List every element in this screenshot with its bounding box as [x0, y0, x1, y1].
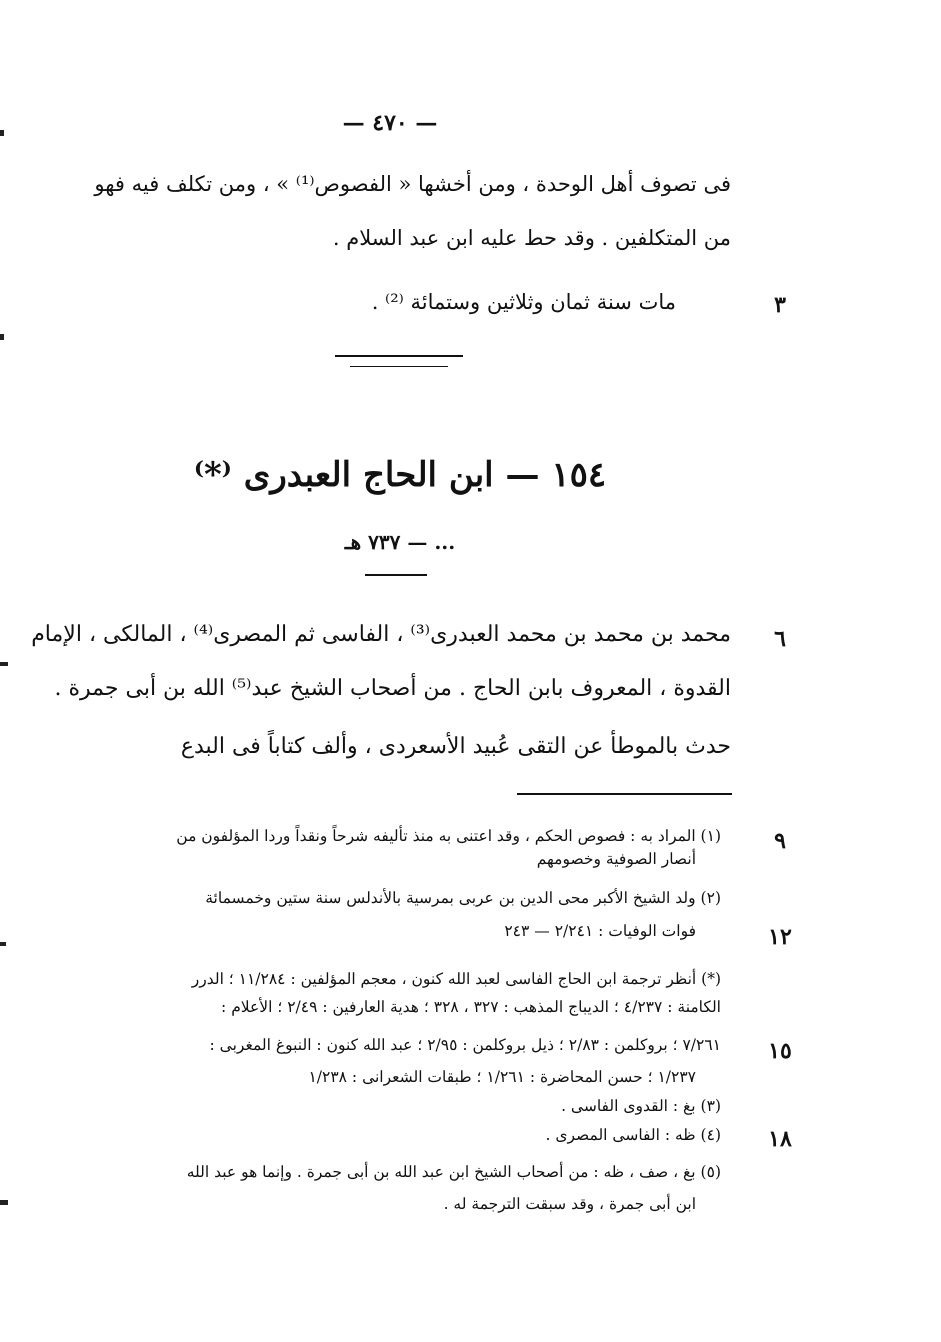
text-line-3: مات سنة ثمان وثلاثين وستمائة ⁽²⁾ .	[371, 290, 676, 314]
entry-dates: ... — ٧٣٧ هـ	[344, 530, 456, 554]
entry-line-2: القدوة ، المعروف بابن الحاج . من أصحاب الشيخ عبد⁽⁵⁾ الله بن أبى جمرة .	[54, 676, 731, 701]
entry-line-1: محمد بن محمد بن محمد العبدرى⁽³⁾ ، الفاسى ثم المصرى⁽⁴⁾ ، المالكى ، الإمام	[31, 622, 731, 647]
footnote-star-cont: الكامنة : ٤/٢٣٧ ؛ الديباج المذهب : ٣٢٧ ، ٣٢٨ ؛ هدية العارفين : ٢/٤٩ ؛ الأعلام :	[221, 998, 721, 1016]
scan-edge-mark	[0, 1200, 8, 1205]
scan-edge-mark	[0, 334, 4, 340]
footnote-3: (٣) بغ : القدوى الفاسى .	[561, 1097, 721, 1115]
line-number: ١٢	[768, 924, 792, 950]
line-number: ١٨	[768, 1126, 792, 1152]
line-number: ١٥	[768, 1038, 792, 1064]
footnote-star-cont: ١/٢٣٧ ؛ حسن المحاضرة : ١/٢٦١ ؛ طبقات الشعرانى : ١/٢٣٨	[308, 1068, 696, 1086]
scan-edge-mark	[0, 130, 4, 136]
footnote-2: (٢) ولد الشيخ الأكبر محى الدين بن عربى بمرسية بالأندلس سنة ستين وخمسمائة	[205, 889, 721, 907]
scan-edge-mark	[0, 662, 8, 666]
footnote-2-cont: فوات الوفيات : ٢/٢٤١ — ٢٤٣	[504, 922, 696, 940]
text-line-1: فى تصوف أهل الوحدة ، ومن أخشها « الفصوص⁽¹⁾ » ، ومن تكلف فيه فهو	[94, 172, 731, 196]
separator-rule	[350, 366, 448, 367]
separator-rule	[335, 355, 463, 357]
footnote-star: (*) أنظر ترجمة ابن الحاج الفاسى لعبد الله كنون ، معجم المؤلفين : ١١/٢٨٤ ؛ الدرر	[191, 970, 721, 988]
footnote-1: (١) المراد به : فصوص الحكم ، وقد اعتنى به منذ تأليفه شرحاً ونقداً وردا المؤلفون من	[176, 827, 721, 845]
footnote-5-cont: ابن أبى جمرة ، وقد سبقت الترجمة له .	[443, 1195, 696, 1213]
line-number: ٩	[774, 828, 786, 854]
entry-line-3: حدث بالموطأ عن التقى عُبيد الأسعردى ، وألف كتاباً فى البدع	[180, 734, 731, 759]
line-number: ٦	[774, 626, 786, 652]
entry-title: ١٥٤ — ابن الحاج العبدرى ⁽*⁾	[193, 455, 607, 495]
footnote-5: (٥) بغ ، صف ، ظه : من أصحاب الشيخ ابن عبد الله بن أبى جمرة . وإنما هو عبد الله	[186, 1163, 721, 1181]
line-number: ٣	[774, 292, 786, 318]
text-line-2: من المتكلفين . وقد حط عليه ابن عبد السلام .	[332, 226, 731, 250]
heading-rule	[365, 574, 427, 576]
footnote-1-cont: أنصار الصوفية وخصومهم	[536, 850, 696, 868]
scan-edge-mark	[0, 942, 6, 946]
footnote-rule	[517, 793, 732, 795]
footnote-4: (٤) ظه : الفاسى المصرى .	[545, 1126, 721, 1144]
page-number: — ٤٧٠ —	[342, 110, 438, 136]
footnote-star-cont: ٧/٢٦١ ؛ بروكلمن : ٢/٨٣ ؛ ذيل بروكلمن : ٢/٩٥ ؛ عبد الله كنون : النبوغ المغربى :	[209, 1036, 721, 1054]
